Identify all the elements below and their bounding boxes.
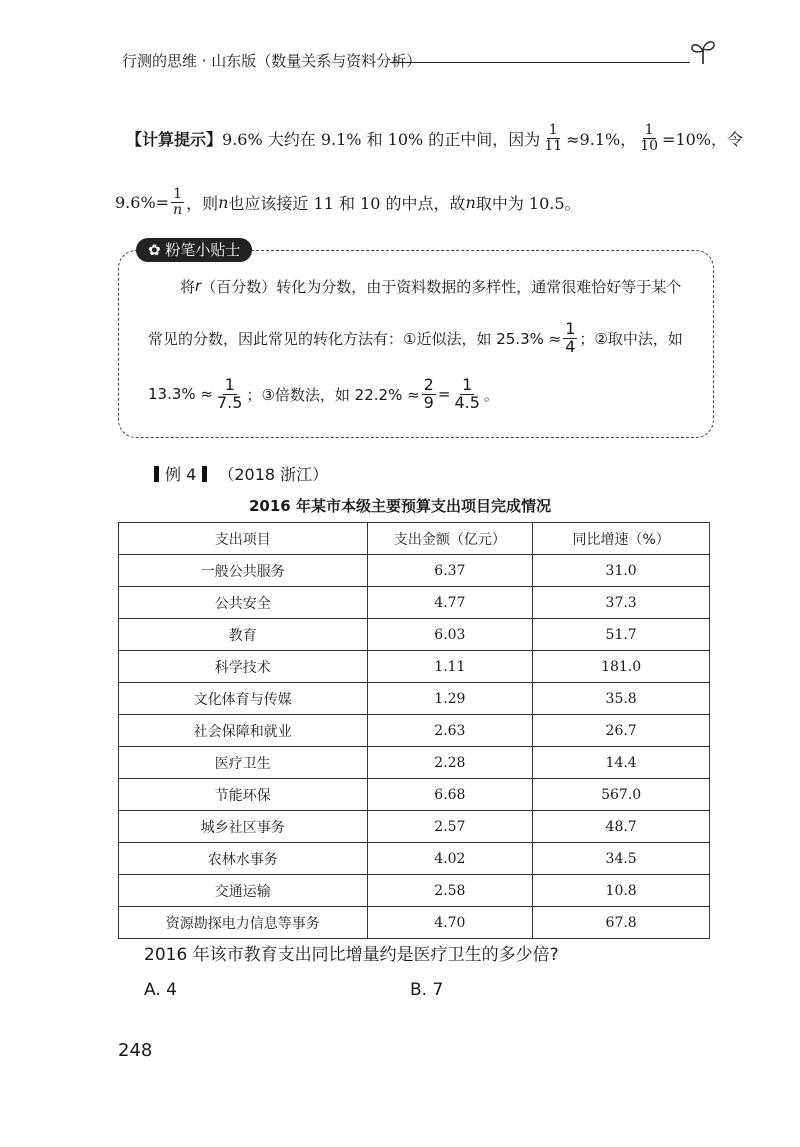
table-row bbox=[119, 843, 710, 875]
growth-cell: 31.0 bbox=[533, 555, 710, 587]
amount-cell: 2.58 bbox=[367, 875, 533, 907]
amount-cell: 1.29 bbox=[367, 683, 533, 715]
option-b: B. 7 bbox=[410, 980, 444, 1000]
item-cell: 科学技术 bbox=[119, 651, 368, 683]
column-header: 同比增速（%） bbox=[533, 523, 710, 555]
amount-cell: 4.77 bbox=[367, 587, 533, 619]
example-label: 例 4 bbox=[165, 465, 197, 484]
table-row bbox=[119, 587, 710, 619]
table-row bbox=[119, 619, 710, 651]
growth-cell: 35.8 bbox=[533, 683, 710, 715]
item-cell: 资源勘探电力信息等事务 bbox=[119, 907, 368, 939]
amount-cell: 2.63 bbox=[367, 715, 533, 747]
growth-cell: 26.7 bbox=[533, 715, 710, 747]
item-cell: 交通运输 bbox=[119, 875, 368, 907]
fraction-numerator: 1 bbox=[644, 121, 654, 138]
fraction-numerator: 1 bbox=[548, 121, 558, 138]
item-cell: 公共安全 bbox=[119, 587, 368, 619]
amount-cell: 6.68 bbox=[367, 779, 533, 811]
tip-text: ；③倍数法，如 22.2% ≈ bbox=[246, 385, 420, 404]
growth-cell: 10.8 bbox=[533, 875, 710, 907]
example-bar-left bbox=[154, 466, 159, 482]
calc-hint-line2-text: 也应该接近 11 和 10 的中点，故 bbox=[228, 193, 466, 213]
fraction-denominator: 9 bbox=[423, 392, 434, 412]
tip-text: 。 bbox=[483, 385, 499, 404]
table-row bbox=[119, 715, 710, 747]
growth-cell: 37.3 bbox=[533, 587, 710, 619]
table-row bbox=[119, 907, 710, 939]
tip-text: 将 bbox=[180, 277, 196, 296]
table-title: 2016 年某市本级主要预算支出项目完成情况 bbox=[249, 497, 551, 515]
calc-hint-text-3: =10%，令 bbox=[662, 129, 744, 149]
variable-r: r bbox=[195, 277, 202, 295]
fraction-1-10 bbox=[638, 123, 660, 153]
tip-line-1 bbox=[180, 272, 681, 300]
fraction-1-7.5 bbox=[215, 374, 244, 412]
tip-badge-label: 粉笔小贴士 bbox=[165, 241, 241, 259]
item-cell: 教育 bbox=[119, 619, 368, 651]
table-row bbox=[119, 651, 710, 683]
tip-text: = bbox=[437, 385, 451, 403]
calc-hint-line2-text: 取中为 10.5。 bbox=[475, 193, 581, 213]
growth-cell: 567.0 bbox=[533, 779, 710, 811]
growth-cell: 48.7 bbox=[533, 811, 710, 843]
column-header: 支出金额（亿元） bbox=[367, 523, 533, 555]
question-text: 2016 年该市教育支出同比增量约是医疗卫生的多少倍? bbox=[144, 945, 559, 965]
column-header: 支出项目 bbox=[119, 523, 368, 555]
table-row bbox=[119, 779, 710, 811]
item-cell: 农林水事务 bbox=[119, 843, 368, 875]
option-a: A. 4 bbox=[144, 980, 177, 1000]
table-row bbox=[119, 555, 710, 587]
fraction-denominator: 10 bbox=[640, 137, 659, 154]
fraction-numerator: 2 bbox=[423, 374, 434, 394]
table-row bbox=[119, 747, 710, 779]
calc-hint-line-2 bbox=[115, 182, 581, 222]
fraction-numerator: 1 bbox=[565, 318, 576, 338]
item-cell: 城乡社区事务 bbox=[119, 811, 368, 843]
variable-n: n bbox=[218, 192, 229, 212]
calc-hint-text-1: 9.6% 大约在 9.1% 和 10% 的正中间，因为 bbox=[222, 129, 541, 149]
tip-text: 常见的分数，因此常见的转化方法有：①近似法，如 25.3% ≈ bbox=[148, 329, 562, 348]
tip-text: 13.3% ≈ bbox=[148, 385, 213, 403]
fraction-2-9 bbox=[422, 374, 436, 412]
variable-n: n bbox=[465, 192, 476, 212]
growth-cell: 34.5 bbox=[533, 843, 710, 875]
table-row bbox=[119, 683, 710, 715]
example-bar-right bbox=[202, 466, 207, 482]
header-rule bbox=[390, 62, 690, 63]
fraction-numerator: 1 bbox=[462, 374, 473, 394]
fraction-1-11 bbox=[542, 123, 564, 153]
example-source: （2018 浙江） bbox=[218, 465, 329, 484]
item-cell: 节能环保 bbox=[119, 779, 368, 811]
calc-hint-line-1 bbox=[126, 118, 743, 158]
fraction-1-4 bbox=[563, 318, 577, 356]
fraction-denominator: 4.5 bbox=[454, 392, 480, 412]
sprout-icon bbox=[688, 36, 718, 66]
fraction-1-n bbox=[171, 187, 184, 217]
growth-cell: 51.7 bbox=[533, 619, 710, 651]
table-header-row bbox=[119, 523, 710, 555]
fraction-1-4.5 bbox=[452, 374, 481, 412]
fraction-denominator: 11 bbox=[544, 137, 563, 154]
fraction-denominator: 7.5 bbox=[217, 392, 243, 412]
item-cell: 医疗卫生 bbox=[119, 747, 368, 779]
budget-table bbox=[118, 522, 710, 939]
table-row bbox=[119, 875, 710, 907]
table-row bbox=[119, 811, 710, 843]
amount-cell: 6.37 bbox=[367, 555, 533, 587]
fraction-denominator: n bbox=[173, 201, 183, 218]
growth-cell: 14.4 bbox=[533, 747, 710, 779]
running-header-title: 行测的思维 · 山东版（数量关系与资料分析） bbox=[122, 52, 422, 70]
example-heading bbox=[148, 462, 328, 485]
page-number: 248 bbox=[118, 1040, 153, 1061]
amount-cell: 6.03 bbox=[367, 619, 533, 651]
tip-line-2 bbox=[148, 316, 683, 360]
fraction-numerator: 1 bbox=[173, 185, 183, 202]
amount-cell: 2.57 bbox=[367, 811, 533, 843]
tip-text: ；②取中法，如 bbox=[579, 329, 683, 348]
item-cell: 社会保障和就业 bbox=[119, 715, 368, 747]
amount-cell: 4.02 bbox=[367, 843, 533, 875]
calc-hint-text-2: ≈9.1%， bbox=[566, 129, 637, 149]
growth-cell: 181.0 bbox=[533, 651, 710, 683]
fraction-denominator: 4 bbox=[565, 336, 576, 356]
item-cell: 一般公共服务 bbox=[119, 555, 368, 587]
tip-line-3 bbox=[148, 372, 499, 416]
amount-cell: 4.70 bbox=[367, 907, 533, 939]
calc-hint-label: 【计算提示】 bbox=[126, 129, 223, 149]
amount-cell: 1.11 bbox=[367, 651, 533, 683]
growth-cell: 67.8 bbox=[533, 907, 710, 939]
amount-cell: 2.28 bbox=[367, 747, 533, 779]
calc-hint-line2-text: ，则 bbox=[186, 193, 219, 213]
tip-badge bbox=[136, 238, 252, 262]
tip-text: （百分数）转化为分数，由于资料数据的多样性，通常很难恰好等于某个 bbox=[201, 277, 682, 296]
calc-hint-line2-pre: 9.6%= bbox=[115, 192, 170, 212]
sprout-icon: ✿ bbox=[148, 241, 166, 259]
fraction-numerator: 1 bbox=[224, 374, 235, 394]
item-cell: 文化体育与传媒 bbox=[119, 683, 368, 715]
